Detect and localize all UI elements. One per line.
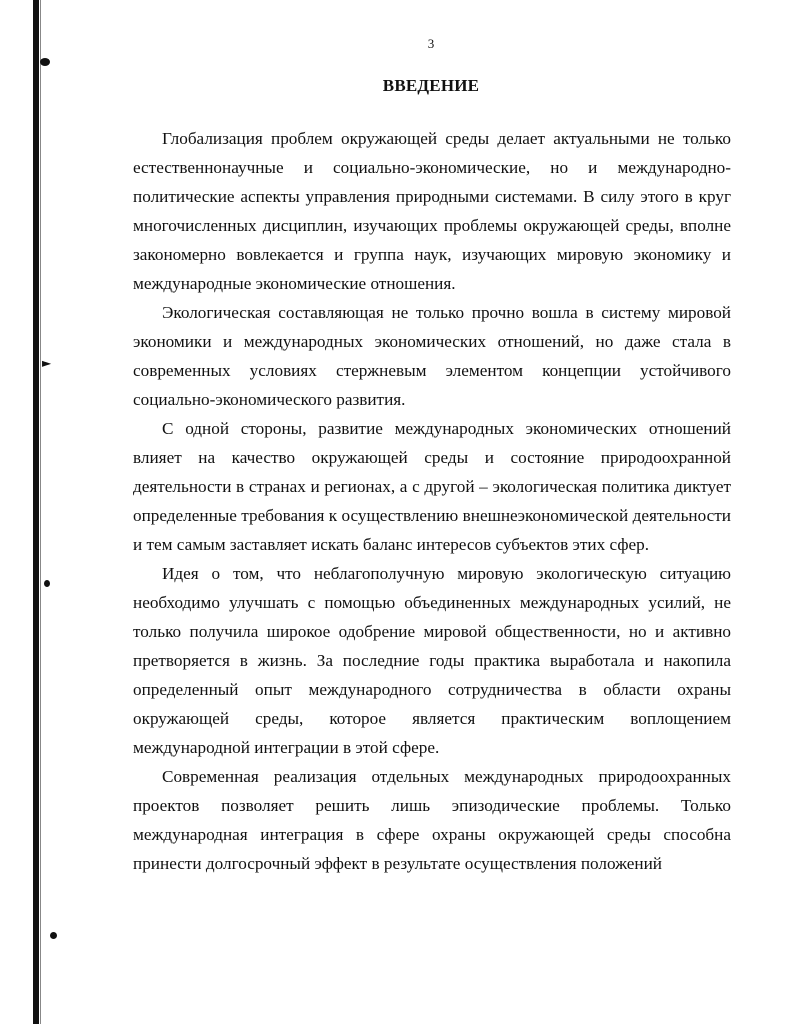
document-body — [133, 124, 731, 878]
page-title: ВВЕДЕНИЕ — [382, 76, 480, 95]
paragraph: С одной стороны, развитие международных экономических отношений влияет на качество окружающей среды и состояние природоохранной деятельности в странах и регионах, а с другой – экологическая политика диктует определенные требования к осуществлению внешнеэкономической деятельности и тем самым заставляет искать баланс интересов субъектов этих сфер. — [133, 419, 731, 554]
page-number: 3 — [427, 36, 435, 51]
paragraph: Идея о том, что неблагополучную мировую экологическую ситуацию необходимо улучшать с помощью объединенных международных усилий, не только получила широкое одобрение мировой общественности, но и активно претворяется в жизнь. За последние годы практика выработала и накопила определенный опыт международного сотрудничества в области охраны окружающей среды, которое является практическим воплощением международной интеграции в этой сфере. — [133, 564, 731, 757]
paragraph: Экологическая составляющая не только прочно вошла в систему мировой экономики и международных экономических отношений, но даже стала в современных условиях стержневым элементом концепции устойчивого социально-экономического развития. — [133, 303, 731, 409]
scan-edge-shadow — [33, 0, 39, 1024]
scan-arrow-mark: ► — [42, 356, 52, 370]
scan-blot — [44, 580, 50, 587]
scan-edge-line — [40, 0, 41, 1024]
scan-blot — [50, 932, 57, 939]
paragraph: Глобализация проблем окружающей среды делает актуальными не только естественнонаучные и социально-экономические, но и международно-политические аспекты управления природными системами. В силу этого в круг многочисленных дисциплин, изучающих проблемы окружающей среды, вполне закономерно вовлекается и группа наук, изучающих мировую экономику и международные экономические отношения. — [133, 129, 731, 293]
paragraph: Современная реализация отдельных международных природоохранных проектов позволяет решить лишь эпизодические проблемы. Только международная интеграция в сфере охраны окружающей среды способна принести долгосрочный эффект в результате осуществления положений — [133, 767, 731, 873]
scan-blot — [40, 58, 50, 66]
